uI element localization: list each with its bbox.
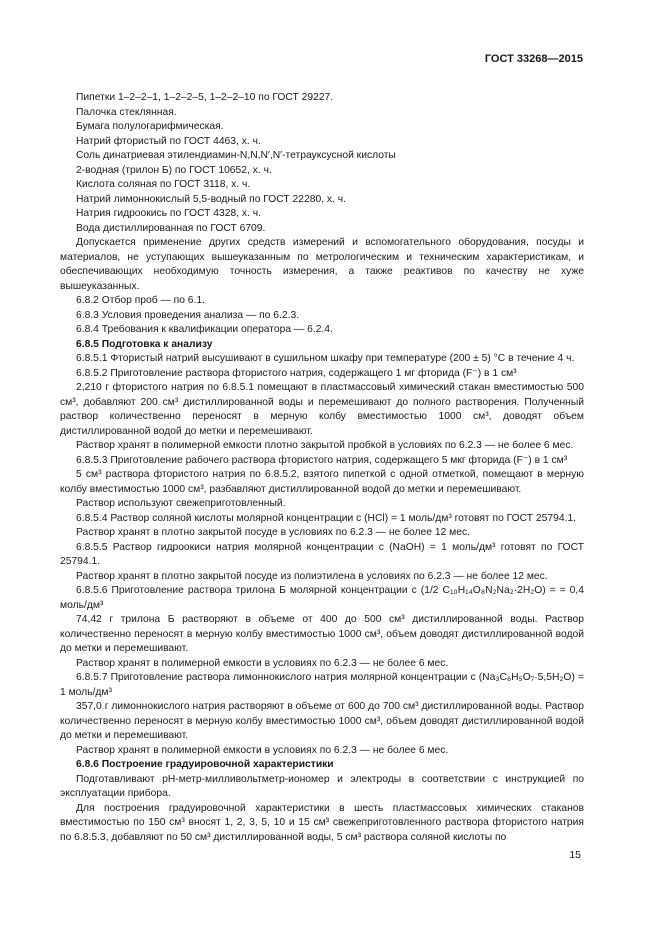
paragraph: Для построения градуировочной характеристики в шесть пластмассовых химических стаканов вместимостью по 150 см³ вносят 1, 2, 3, 5, 10 и 15 см³ свежеприготовленного раствора фтористого натрия по 6.8.5.3, добавляют по 50 см³ дистиллированной воды, 5 см³ раствора соляной кислоты по [60, 802, 584, 843]
paragraph: 6.8.5.4 Раствор соляной кислоты молярной концентрации с (HCl) = 1 моль/дм³ готовят по ГОСТ 25794.1. [76, 512, 576, 524]
paragraph: Натрия гидроокись по ГОСТ 4328, х. ч. [76, 208, 262, 219]
paragraph: Раствор хранят в полимерной емкости плотно закрытой пробкой в условиях по 6.2.3 — не более 6 мес. [76, 440, 574, 451]
paragraph: Натрий лимоннокислый 5,5-водный по ГОСТ 22280, х. ч. [76, 193, 347, 205]
paragraph: Соль динатриевая этилендиамин-N,N,N′,N′-тетрауксусной кислоты [76, 150, 396, 161]
paragraph: Раствор хранят в плотно закрытой посуде из полиэтилена в условиях по 6.2.3 — не более 12 мес. [76, 570, 548, 582]
section-heading: 6.8.6 Построение градуировочной характеристики [76, 759, 334, 770]
paragraph: Допускается применение других средств измерений и вспомогательного оборудования, посуды и материалов, не уступающих вышеуказанным по метрологическим и техническим характеристикам, и обеспечивающих необходимую точность измерения, а также реактивов по качеству не хуже вышеуказанных. [60, 237, 584, 292]
paragraph: 6.8.4 Требования к квалификации оператора — 6.2.4. [76, 324, 333, 335]
paragraph: Натрий фтористый по ГОСТ 4463, х. ч. [76, 135, 261, 147]
document-body [60, 91, 584, 845]
paragraph: 357,0 г лимоннокислого натрия растворяют в объеме от 600 до 700 см³ дистиллированной воды. Раствор количественно переносят в мерную колбу вместимостью 1000 см³, объем доводят дистиллированной водой до метки и перемешивают. [60, 701, 584, 741]
paragraph: Кислота соляная по ГОСТ 3118, х. ч. [76, 179, 251, 190]
paragraph: 2,210 г фтористого натрия по 6.8.5.1 помещают в пластмассовый химический стакан вместимостью 500 см³, добавляют 200 см³ дистиллированной воды и перемешивают до полного растворения. Полученный раствор количественно переносят в мерную колбу вместимостью 1000 см³, доводят объем дистиллированной водой до метки и перемешивают. [60, 382, 584, 437]
paragraph: Раствор хранят в плотно закрытой посуде в условиях по 6.2.3 — не более 12 мес. [76, 527, 470, 538]
paragraph: 2-водная (трилон Б) по ГОСТ 10652, х. ч. [76, 164, 272, 176]
document-code: ГОСТ 33268—2015 [484, 53, 583, 65]
page-number: 15 [569, 849, 581, 861]
paragraph: Раствор хранят в полимерной емкости в условиях по 6.2.3 — не более 6 мес. [76, 744, 449, 756]
paragraph: 6.8.5.7 Приготовление раствора лимоннокислого натрия молярной концентрации с (Na₃C₆H₅O₇·5,5H₂O) = 1 моль/дм³ [60, 672, 584, 698]
paragraph: Пипетки 1–2–2–1, 1–2–2–5, 1–2–2–10 по ГОСТ 29227. [76, 92, 334, 103]
paragraph: 6.8.5.6 Приготовление раствора трилона Б молярной концентрации с (1/2 C₁₀H₁₄O₈N₂Na₂·2H₂O) = = 0,4 моль/дм³ [60, 585, 584, 611]
section-heading: 6.8.5 Подготовка к анализу [76, 338, 213, 350]
paragraph: 6.8.5.3 Приготовление рабочего раствора фтористого натрия, содержащего 5 мкг фторида (F⁻) в 1 см³ [76, 454, 568, 466]
paragraph: Раствор хранят в полимерной емкости в условиях по 6.2.3 — не более 6 мес. [76, 657, 449, 669]
paragraph: Вода дистиллированная по ГОСТ 6709. [76, 222, 266, 234]
paragraph: Бумага полулогарифмическая. [76, 121, 224, 132]
paragraph: 6.8.5.1 Фтористый натрий высушивают в сушильном шкафу при температуре (200 ± 5) °С в течение 4 ч. [76, 353, 575, 364]
paragraph: Раствор используют свежеприготовленный. [76, 498, 286, 509]
paragraph: 6.8.3 Условия проведения анализа — по 6.2.3. [76, 309, 300, 321]
paragraph: 6.8.5.5 Раствор гидроокиси натрия молярной концентрации с (NaOH) = 1 моль/дм³ готовят по ГОСТ 25794.1. [60, 541, 584, 567]
paragraph: 74,42 г трилона Б растворяют в объеме от 400 до 500 см³ дистиллированной воды. Раствор количественно переносят в мерную колбу вместимостью 1000 см³, объем доводят дистиллированной водой до метки и перемешивают. [60, 614, 584, 654]
paragraph: Подготавливают рН-метр-милливольтметр-иономер и электроды в соответствии с инструкцией по эксплуатации прибора. [60, 773, 584, 799]
paragraph: Палочка стеклянная. [76, 106, 177, 118]
paragraph: 6.8.5.2 Приготовление раствора фтористого натрия, содержащего 1 мг фторида (F⁻) в 1 см³ [76, 367, 517, 379]
paragraph: 6.8.2 Отбор проб — по 6.1. [76, 295, 205, 306]
paragraph: 5 см³ раствора фтористого натрия по 6.8.5.2, взятого пипеткой с одной отметкой, помещают в мерную колбу вместимостью 1000 см³, разбавляют дистиллированной водой до метки и перемешивают. [60, 469, 584, 495]
